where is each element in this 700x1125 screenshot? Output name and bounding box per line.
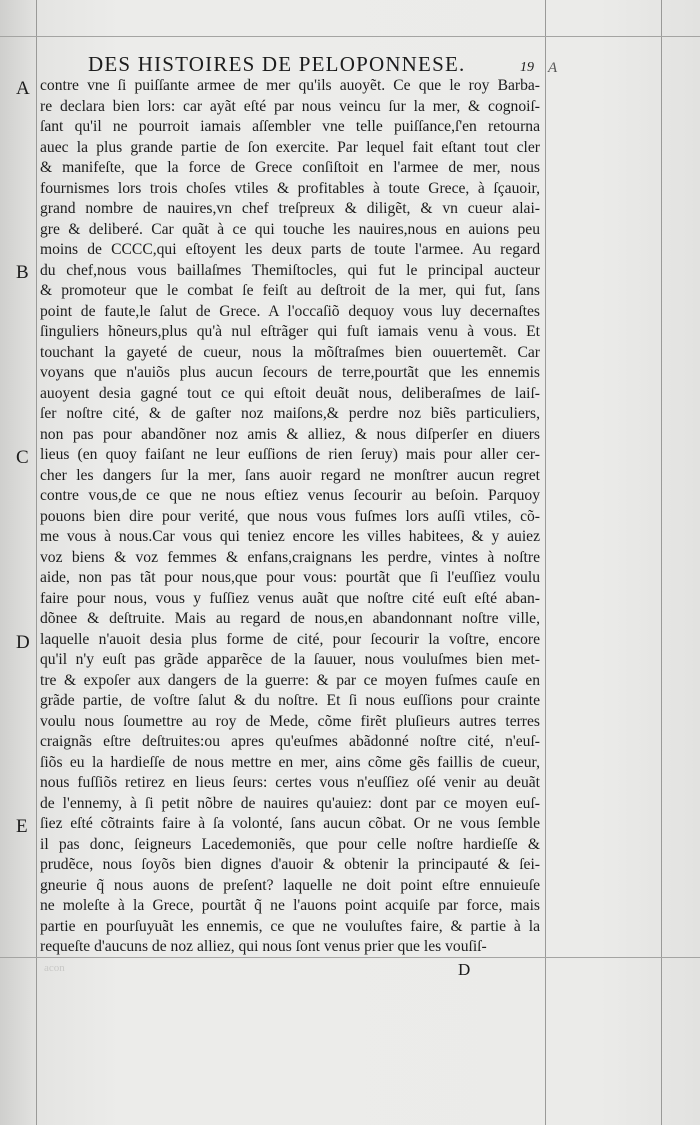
text-line: faire pour nous, vous y fuſſiez venus auãt que noſtre cité euſt eſté aban- — [40, 589, 540, 607]
text-line: grand nombre de nauires,vn chef treſpreux & diligẽt, & vn cueur alai- — [40, 200, 540, 217]
text-line: aide, non pas tãt pour nous,que pour vous: pourtãt que ſi l'euſſiez voulu — [40, 569, 540, 586]
text-line: ne moleſte à la Grece, pourtãt q̃ ne l'auons point acquiſe par force, mais — [40, 897, 540, 914]
text-line: fournismes lors trois choſes vtiles & profitables à toute Grece, à ſçauoir, — [40, 179, 540, 197]
text-line: laquelle n'auoit desia plus forme de cité, pour ſecourir la voſtre, encore — [40, 630, 540, 648]
text-line: me vous à nous.Car vous qui teniez encore les villes habitees, & y auiez — [40, 528, 540, 545]
text-line: tre & expoſer aux dangers de la guerre: & par ce moyen fuſmes cauſe en — [40, 671, 540, 689]
text-line: voulu nous ſoumettre au roy de Mede, cõme firẽt pluſieurs autres terres — [40, 712, 540, 730]
text-line: ſinguliers hõneurs,plus qu'à nul eſtrãger qui fuſt iamais venu à vous. Et — [40, 323, 540, 340]
text-line: voz biens & voz femmes & enfans,craignans les perdre, vintes à noſtre — [40, 548, 540, 566]
page-number: 19 — [520, 60, 534, 75]
marginal-letter-e: E — [16, 816, 28, 837]
text-line: contre vne ſi puiſſante armee de mer qu'ils auoyẽt. Ce que le roy Barba- — [40, 77, 540, 94]
text-line: voyans que n'auiõs plus aucun ſecours de terre,pourtãt que les ennemis — [40, 364, 540, 381]
text-line: re declara bien lors: car ayãt eſté par nous veincu ſur la mer, & cognoiſ- — [40, 97, 540, 115]
text-line: grãde partie, de voſtre ſalut & du noſtre. Et ſi nous euſſions pour crainte — [40, 692, 540, 709]
text-line: craignãs eſtre deſtruites:ou apres qu'euſmes abãdonné noſtre cité, n'euſ- — [40, 733, 540, 750]
text-line: contre vous,de ce que ne nous eſtiez venus ſecourir au beſoin. Parquoy — [40, 487, 540, 504]
text-line: nous fuſſiõs retirez en lieus ſeurs: certes vous n'euſſiez oſé venir au deuãt — [40, 774, 540, 791]
text-line: de l'ennemy, à ſi petit nõbre de nauires qu'auiez: dont par ce moyen euſ- — [40, 794, 540, 812]
text-line: pouons bien dire pour verité, que nous vous fuſmes lors auſſi vtiles, cõ- — [40, 507, 540, 525]
text-line: qu'il n'y euſt pas grãde apparẽce de la ſauuer, nous vouluſmes bien met- — [40, 651, 540, 668]
text-line: auec la plus grande partie de ſon exercite. Par lequel fait eſtant tout cler — [40, 138, 540, 156]
text-line: gneurie q̃ nous auons de preſent? laquelle ne doit point eſtre ennuieuſe — [40, 876, 540, 894]
marginal-letter-c: C — [16, 447, 29, 468]
marginal-letter-d: D — [16, 632, 30, 653]
text-line: partie en pourſuyuãt les ennemis, ce que ne vouluſtes faire, & partie à la — [40, 917, 540, 935]
text-line: il pas donc, ſeigneurs Lacedemoniẽs, que pour celle noſtre hardieſſe & — [40, 835, 540, 853]
corner-mark: A — [548, 60, 558, 76]
text-line: dõnee & deſtruite. Mais au regard de nous,en abandonnant noſtre ville, — [40, 610, 540, 627]
text-line: auoyent desia gagné tout ce qui eſtoit deuãt nous, deliberaſmes de laiſ- — [40, 384, 540, 402]
text-line: lieus (en quoy faiſant ne leur euſſions de rien ſeruy) mais pour aller cer- — [40, 446, 540, 463]
marginal-letter-a: A — [16, 78, 30, 99]
text-line: du chef,nous vous baillaſmes Themiſtocles, qui fut le principal aucteur — [40, 261, 540, 279]
catchword: D — [458, 960, 471, 979]
frame-line-top — [0, 36, 700, 37]
text-line: ſiõs eu la hardieſſe de nous mettre en mer, ains cõme gẽs faillis de cueur, — [40, 753, 540, 771]
text-line: prudẽce, nous ſoyõs bien dignes d'auoir & obtenir la principauté & ſei- — [40, 856, 540, 873]
text-line: & promoteur que le combat ſe feiſt au deſtroit de la mer, qui fut, ſans — [40, 282, 540, 299]
text-line: moins de CCCC,qui eſtoyent les deux parts de toute l'armee. Au regard — [40, 241, 540, 258]
text-line: point de faute,le ſalut de Grece. A l'occaſiõ dequoy vous luy decernaſtes — [40, 302, 540, 320]
text-line: gre & deliberé. Car quãt à ce qui touche les nauires,nous en auions peu — [40, 220, 540, 238]
text-line: ſer noſtre cité, & de gaſter noz maiſons,& perdre noz biẽs particuliers, — [40, 405, 540, 422]
marginal-letter-b: B — [16, 262, 29, 283]
text-line: cher les dangers ſur la mer, ſans auoir regard ne monſtrer aucun regret — [40, 466, 540, 484]
running-title: DES HISTOIRES DE PELOPONNESE. — [88, 52, 466, 76]
text-line: ſant qu'il ne pourroit iamais aſſembler vne telle puiſſance,ſ'en retourna — [40, 118, 540, 135]
text-line: touchant la gayeté de cueur, nous la mõſtraſmes bien ouuertemẽt. Car — [40, 343, 540, 361]
text-line: requeſte d'aucuns de noz alliez, qui nous ſont venus prier que les vouſiſ- — [40, 938, 487, 955]
text-line: non pas pour abandõner noz amis & alliez, & nous diſperſer en diuers — [40, 425, 540, 443]
show-through-text: acon — [44, 962, 65, 974]
text-line: ſiez eſté cõtraints faire à ſa volonté, ſans aucun cõbat. Or ne vous ſemble — [40, 815, 540, 832]
body-text — [40, 76, 540, 958]
text-line: & manifeſte, que la force de Grece conſiſtoit en l'armee de mer, nous — [40, 159, 540, 176]
